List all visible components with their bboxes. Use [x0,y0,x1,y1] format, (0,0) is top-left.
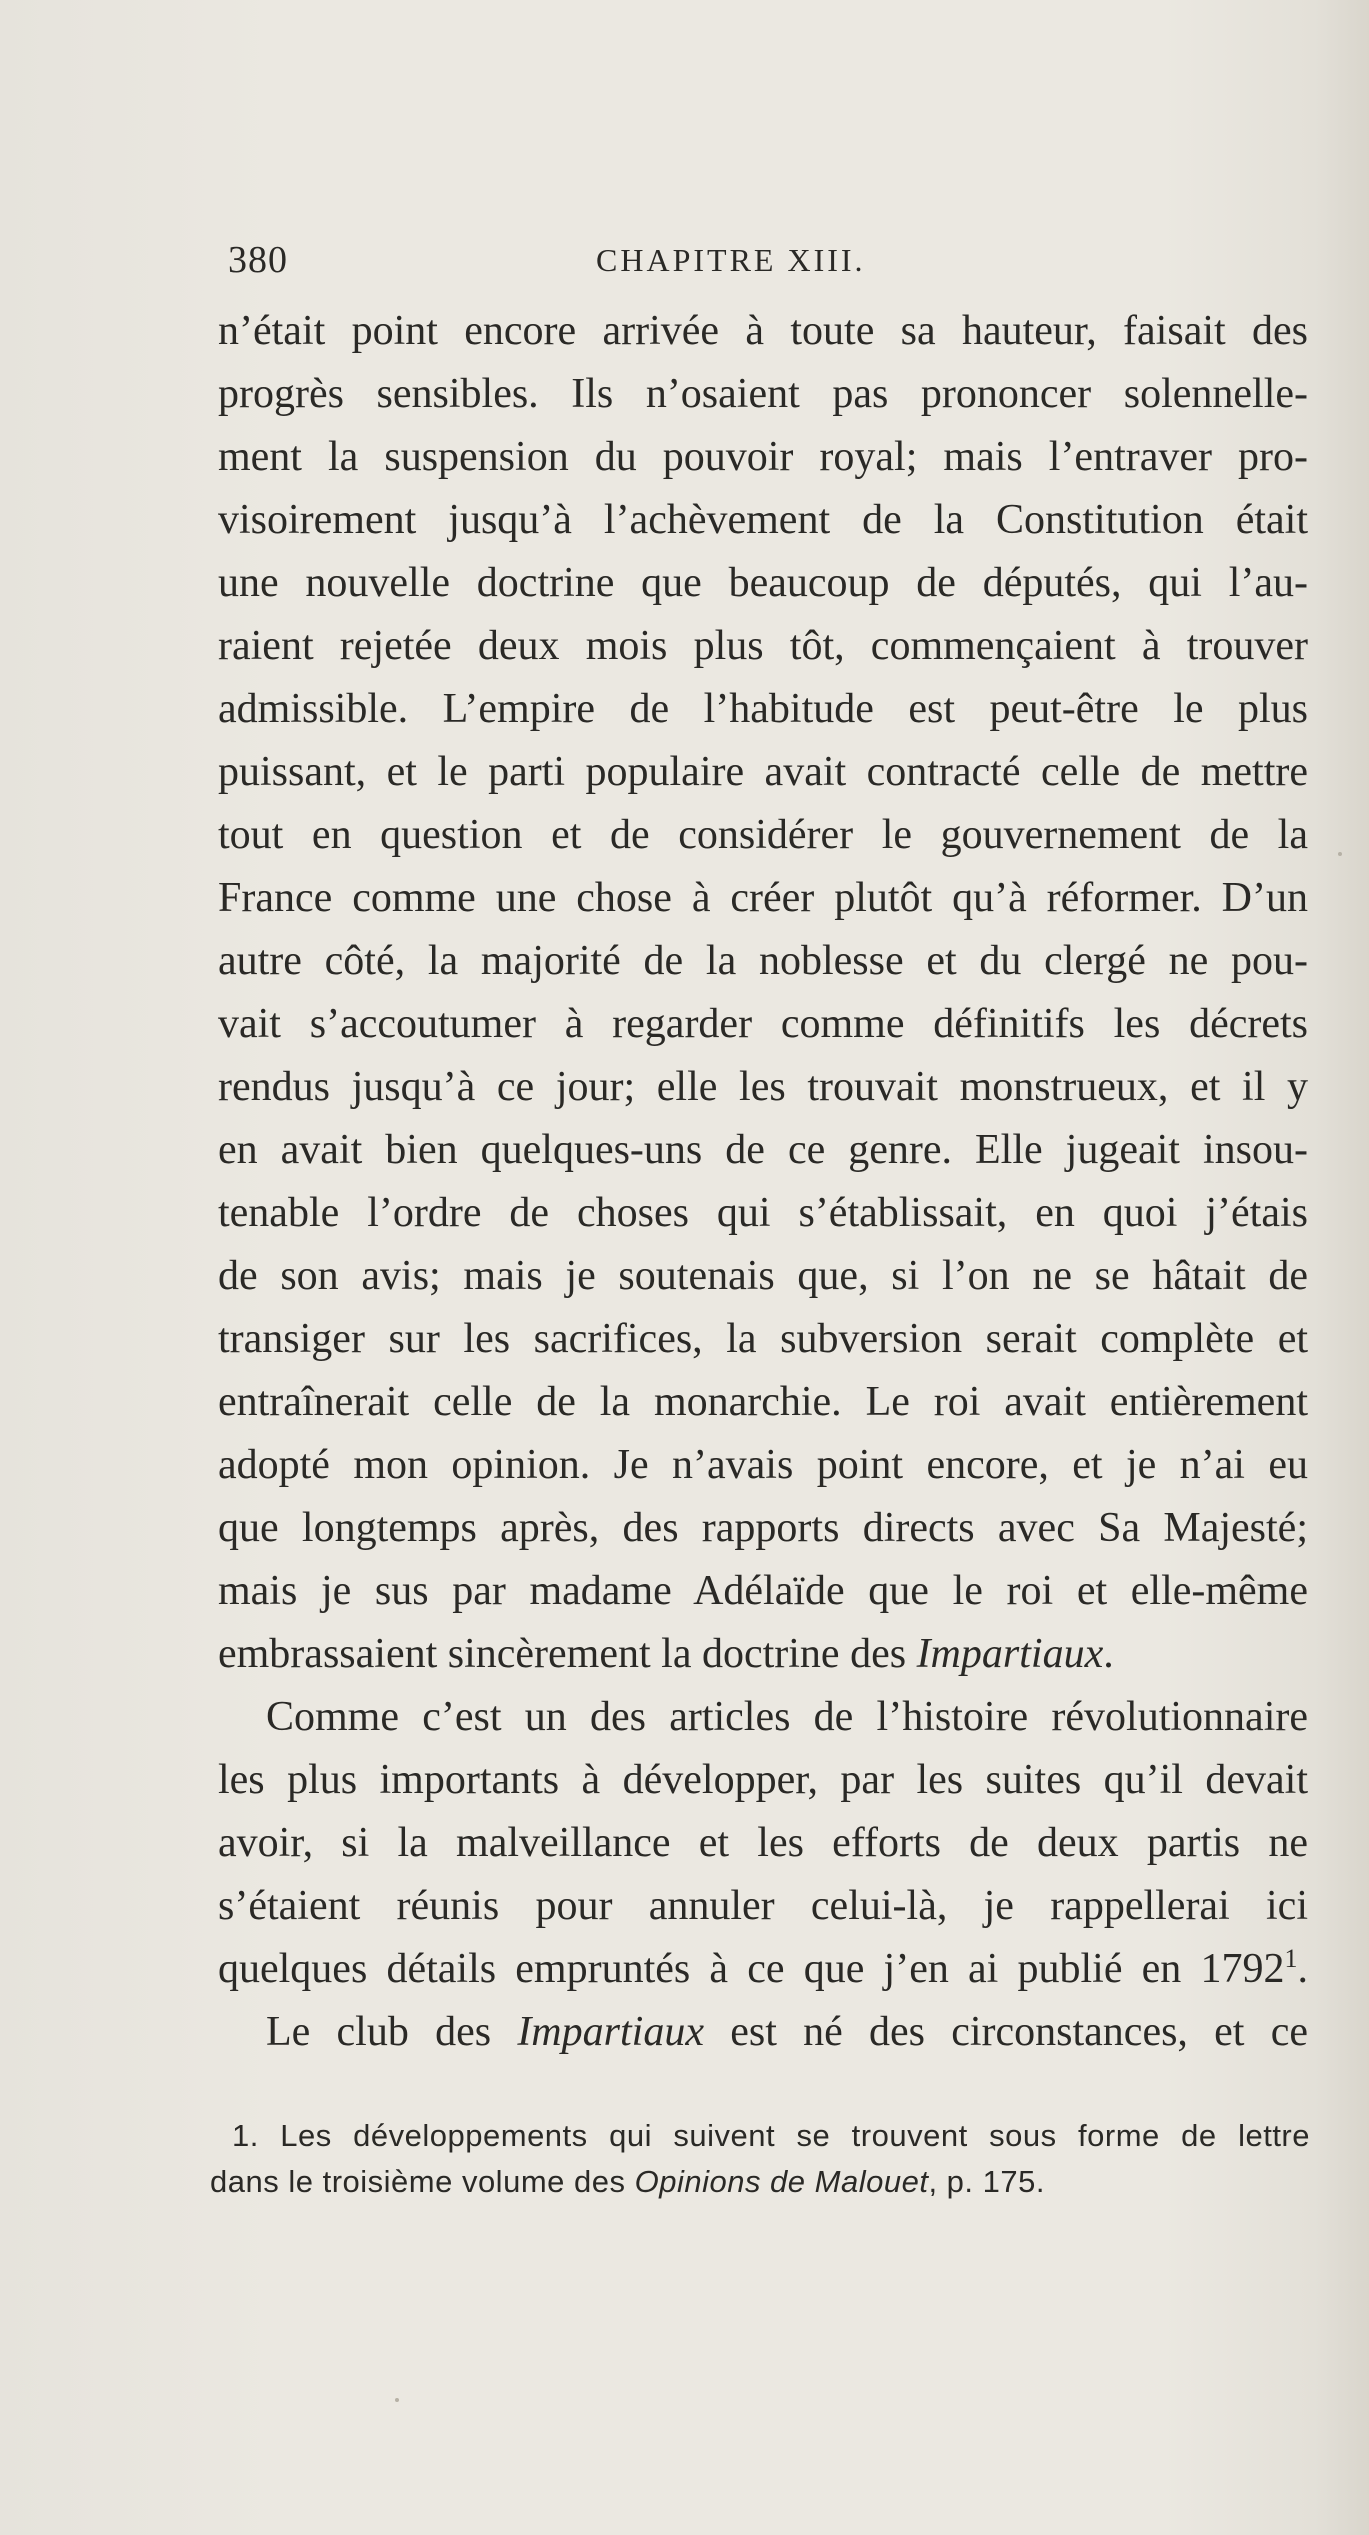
italic-term: Impartiaux [517,2009,704,2055]
text-line: raient rejetée deux mois plus tôt, commençaient à trouver [218,623,1308,669]
page-number: 380 [228,239,288,281]
text-line: Comme c’est un des articles de l’histoire révolutionnaire [266,1694,1308,1740]
running-head: CHAPITRE XIII. [596,242,866,278]
text-line: visoirement jusqu’à l’achèvement de la Constitution était [218,497,1308,543]
text-line: quelques détails empruntés à ce que j’en ai publié en 1792$^1$. [218,1944,1308,1992]
text-line: progrès sensibles. Ils n’osaient pas prononcer solennelle- [218,371,1308,417]
paper-speck [395,2398,399,2402]
footnote-marker[interactable]: 1 [1284,1944,1298,1973]
footnote [210,2113,1310,2205]
text-line: en avait bien quelques-uns de ce genre. Elle jugeait insou- [218,1127,1308,1173]
text-line: ment la suspension du pouvoir royal; mais l’entraver pro- [218,434,1308,480]
text-line: France comme une chose à créer plutôt qu’à réformer. D’un [218,875,1308,921]
text-line: n’était point encore arrivée à toute sa hauteur, faisait des [218,308,1308,354]
text-line: admissible. L’empire de l’habitude est peut-être le plus [218,686,1308,732]
text-line: entraînerait celle de la monarchie. Le roi avait entièrement [218,1379,1308,1425]
text-line: les plus importants à développer, par les suites qu’il devait [218,1757,1308,1803]
italic-title: Opinions de Malouet [634,2164,929,2199]
text-line: adopté mon opinion. Je n’avais point encore, et je n’ai eu [218,1442,1308,1488]
text-line: puissant, et le parti populaire avait contracté celle de mettre [218,749,1308,795]
text-line: transiger sur les sacrifices, la subversion serait complète et [218,1316,1308,1362]
text-line: mais je sus par madame Adélaïde que le roi et elle-même [218,1568,1308,1614]
italic-term: Impartiaux [916,1631,1104,1677]
text-line: tenable l’ordre de choses qui s’établissait, en quoi j’étais [218,1190,1308,1236]
footnote-line: 1. Les développements qui suivent se trouvent sous forme de lettre [232,2118,1310,2153]
text-line: une nouvelle doctrine que beaucoup de députés, qui l’au- [218,560,1308,606]
text-line: que longtemps après, des rapports directs avec Sa Majesté; [218,1505,1308,1551]
paper-speck [1338,852,1342,856]
text-line: de son avis; mais je soutenais que, si l’on ne se hâtait de [218,1253,1308,1299]
text-line: avoir, si la malveillance et les efforts de deux partis ne [218,1820,1308,1866]
text-line: vait s’accoutumer à regarder comme définitifs les décrets [218,1001,1308,1047]
body-text [218,300,1308,2064]
text-line: s’étaient réunis pour annuler celui-là, je rappellerai ici [218,1883,1308,1929]
text-line: Le club des Impartiaux est né des circonstances, et ce [266,2009,1308,2055]
text-line: embrassaient sincèrement la doctrine des Impartiaux. [218,1631,1114,1677]
footnote-line: dans le troisième volume des Opinions de Malouet, p. 175. [210,2164,1045,2199]
text-line: autre côté, la majorité de la noblesse et du clergé ne pou- [218,938,1308,984]
text-line: tout en question et de considérer le gouvernement de la [218,812,1308,858]
text-line: rendus jusqu’à ce jour; elle les trouvait monstrueux, et il y [218,1064,1308,1110]
page-header [228,238,1308,288]
